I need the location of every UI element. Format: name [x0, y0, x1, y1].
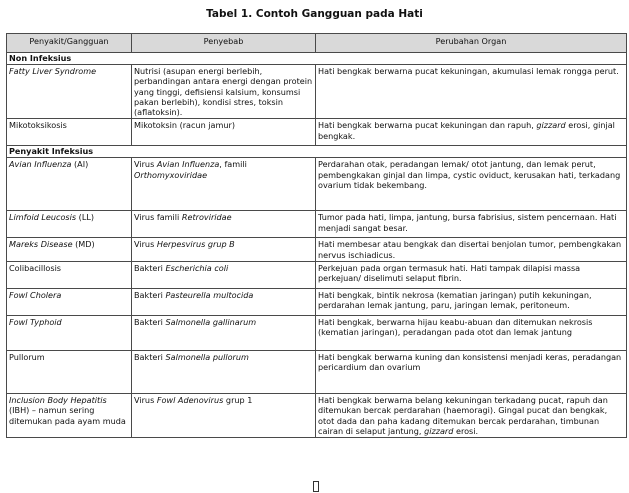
table-row — [7, 238, 627, 262]
table-row — [7, 289, 627, 316]
cell-cause — [132, 65, 316, 119]
table-row — [7, 351, 627, 394]
cell-text-run: Perkejuan pada organ termasuk hati. Hati tampak dilapisi massa perkejuan/ diselimuti selaput fibrin. — [318, 263, 581, 284]
cell-disease — [7, 351, 132, 394]
cell-text-run: Limfoid Leucosis — [9, 212, 77, 223]
cell-text-run: (MD) — [72, 239, 95, 250]
cell-text-run: Bakteri — [134, 317, 166, 328]
cell-change — [316, 158, 627, 211]
table-row — [7, 316, 627, 351]
cell-change — [316, 316, 627, 351]
cell-text-run: Fatty Liver Syndrome — [9, 66, 97, 76]
cell-text-run: erosi, ginjal bengkak. — [318, 120, 615, 141]
cell-text-run: Retroviridae — [181, 212, 232, 223]
cell-text-run: Perdarahan otak, peradangan lemak/ otot jantung, dan lemak perut, pembengkakan ginjal dan limpa, cystic oviduct, kerusakan hati, terkadang ovarium tidak bekembang. — [318, 159, 621, 191]
header-cause: Penyebab — [132, 34, 316, 53]
cell-text-run: , famili — [219, 159, 247, 170]
cell-text-run: Tumor pada hati, limpa, jantung, bursa fabrisius, sistem pencernaan. Hati menjadi sangat besar. — [318, 212, 617, 233]
cell-change — [316, 119, 627, 146]
cell-text-run: Bakteri — [134, 290, 166, 301]
cell-text-run: grup 1 — [223, 395, 253, 406]
cell-disease — [7, 211, 132, 238]
cell-text-run: Herpesvirus grup B — [156, 239, 235, 250]
cell-change — [316, 65, 627, 119]
cell-text-run: Fowl Typhoid — [9, 317, 62, 328]
cell-text-run: gizzard — [424, 425, 454, 436]
text-cursor-handle[interactable] — [313, 481, 319, 492]
cell-text-run: Salmonella gallinarum — [165, 317, 257, 328]
cell-change — [316, 238, 627, 262]
cell-cause — [132, 394, 316, 438]
cell-change — [316, 351, 627, 394]
cell-disease — [7, 316, 132, 351]
table-row — [7, 394, 627, 438]
table-row — [7, 119, 627, 146]
cell-text-run: Virus — [134, 395, 157, 406]
cell-cause — [132, 351, 316, 394]
cell-change — [316, 211, 627, 238]
section-label: Penyakit Infeksius — [7, 146, 627, 158]
cell-text-run: Pasteurella multocida — [165, 290, 254, 301]
cell-text-run: Orthomyxoviridae — [134, 169, 208, 180]
cell-text-run: Hati membesar atau bengkak dan disertai benjolan tumor, pembengkakan nervus ischiadicus. — [318, 239, 622, 260]
cell-cause — [132, 119, 316, 146]
cell-text-run: Fowl Cholera — [9, 290, 62, 301]
cell-text-run: Inclusion Body Hepatitis — [9, 395, 107, 406]
cell-text-run: (IBH) – namun sering ditemukan pada ayam muda — [9, 405, 126, 426]
cell-cause — [132, 262, 316, 289]
cell-text-run: Escherichia coli — [165, 263, 229, 274]
cell-change — [316, 289, 627, 316]
table-title: Tabel 1. Contoh Gangguan pada Hati — [206, 8, 423, 20]
cell-text-run: Colibacillosis — [9, 263, 62, 274]
cell-text-run: Hati bengkak berwarna pucat kekuningan dan rapuh, — [318, 120, 537, 131]
cell-cause — [132, 158, 316, 211]
cell-text-run: Avian Influenza — [9, 159, 72, 170]
disease-table — [6, 33, 627, 438]
cell-text-run: Hati bengkak berwarna belang kekuningan terkadang pucat, rapuh dan ditemukan bercak perdarahan (haemoragi). Gingal pucat dan bengkak, otot dada dan paha kadang ditemukan bercak perdarahan, timbunan cairan di selaput jantung, — [318, 395, 608, 436]
cell-disease — [7, 65, 132, 119]
cell-text-run: Pullorum — [9, 352, 45, 363]
section-label: Non Infeksius — [7, 53, 627, 65]
cell-cause — [132, 211, 316, 238]
cell-cause — [132, 289, 316, 316]
cell-disease — [7, 158, 132, 211]
cell-change — [316, 262, 627, 289]
cell-cause — [132, 316, 316, 351]
table-row — [7, 158, 627, 211]
table-row — [7, 211, 627, 238]
header-organ-change: Perubahan Organ — [316, 34, 627, 53]
cell-text-run: Mareks Disease — [9, 239, 73, 250]
cell-disease — [7, 119, 132, 146]
cell-text-run: Hati bengkak berwarna pucat kekuningan, akumulasi lemak rongga perut. — [318, 66, 619, 76]
cell-text-run: Salmonella pullorum — [165, 352, 249, 363]
cell-disease — [7, 289, 132, 316]
header-disease: Penyakit/Gangguan — [7, 34, 132, 53]
cell-text-run: Virus — [134, 239, 157, 250]
cell-text-run: Fowl Adenovirus — [156, 395, 224, 406]
cell-text-run: Hati bengkak berwarna kuning dan konsistensi menjadi keras, peradangan pericardium dan ovarium — [318, 352, 622, 373]
cell-text-run: (LL) — [76, 212, 95, 223]
table-body — [7, 53, 627, 438]
cell-cause — [132, 238, 316, 262]
cell-text-run: Hati bengkak, berwarna hijau keabu-abuan dan ditemukan nekrosis (kematian jaringan), peradangan pada otot dan lemak jantung — [318, 317, 593, 338]
section-row — [7, 146, 627, 158]
cell-text-run: Nutrisi (asupan energi berlebih, perbandingan antara energi dengan protein yang tinggi, defisiensi kalsium, konsumsi pakan berlebih), kondisi stres, toksin (aflatoksin). — [134, 66, 313, 118]
cell-text-run: Hati bengkak, bintik nekrosa (kematian jaringan) putih kekuningan, perdarahan lemak jantung, paru, jaringan lemak, peritoneum. — [318, 290, 592, 311]
cell-disease — [7, 262, 132, 289]
cell-text-run: Bakteri — [134, 263, 166, 274]
table-row — [7, 65, 627, 119]
table-row — [7, 262, 627, 289]
cell-text-run: Mikotoksin (racun jamur) — [134, 120, 235, 131]
cell-text-run: gizzard — [536, 120, 566, 131]
cell-text-run: Mikotoksikosis — [9, 120, 67, 131]
cell-text-run: Avian Influenza — [156, 159, 220, 170]
cell-disease — [7, 394, 132, 438]
cell-text-run: (AI) — [71, 159, 89, 170]
cell-change — [316, 394, 627, 438]
cell-text-run: Virus famili — [134, 212, 182, 223]
section-row — [7, 53, 627, 65]
cell-disease — [7, 238, 132, 262]
table-header-row — [7, 34, 627, 53]
cell-text-run: erosi. — [453, 425, 479, 436]
cell-text-run: Virus — [134, 159, 157, 170]
cell-text-run: Bakteri — [134, 352, 166, 363]
